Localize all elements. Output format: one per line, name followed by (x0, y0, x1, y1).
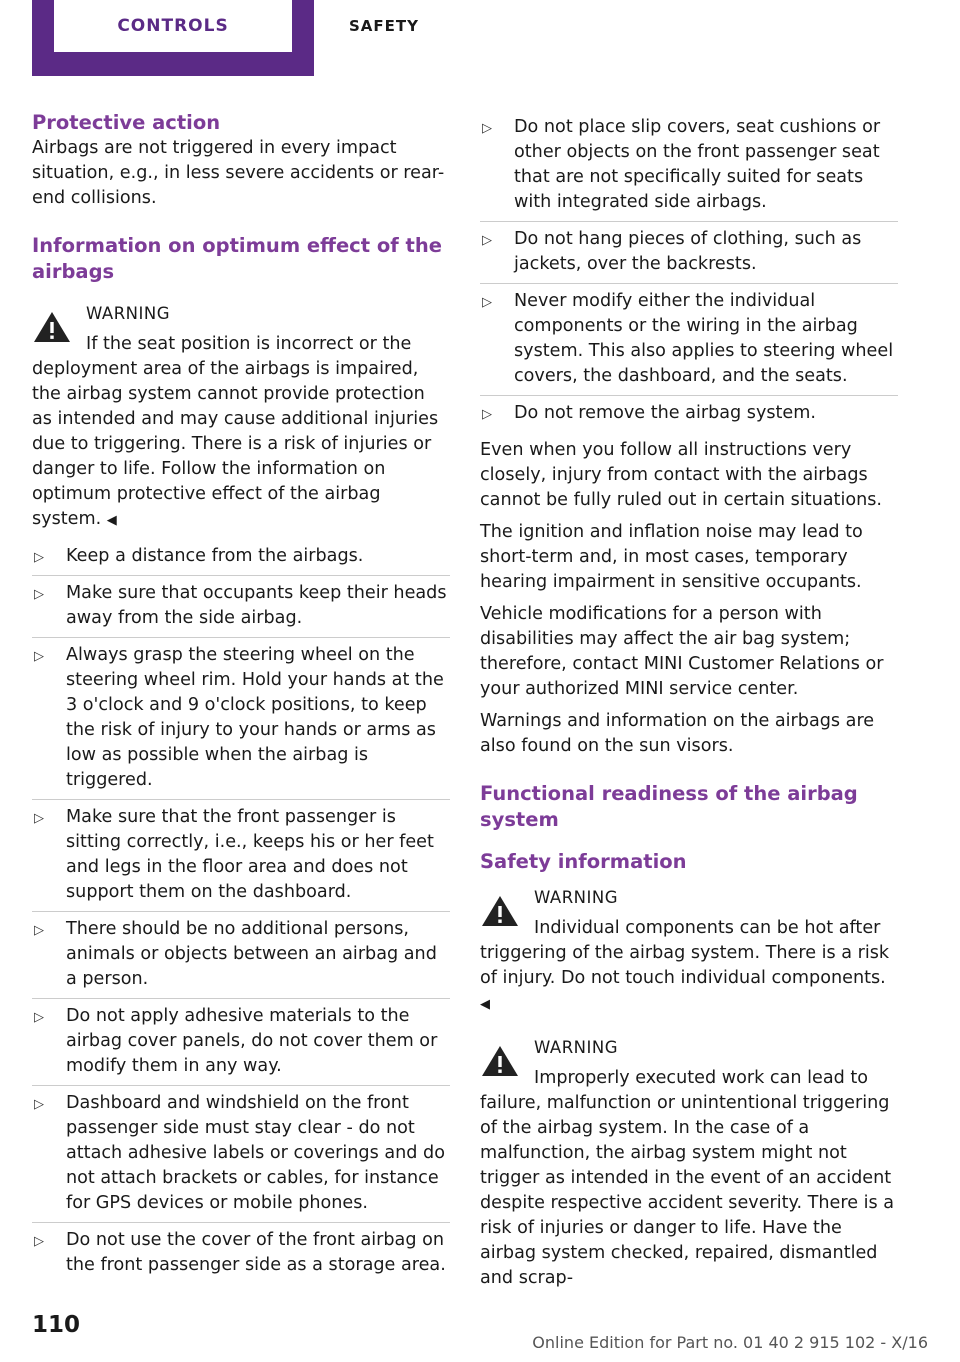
warning-title: WARNING (534, 888, 619, 907)
warning-triangle-icon (480, 1043, 520, 1079)
list-item: ▷ Dashboard and windshield on the front passenger side must stay clear - do not attach adhesive labels or coverings and do not attach brackets or cables, for instance for GPS devices or mobile phones. (32, 1085, 450, 1222)
edition-footer: Online Edition for Part no. 01 40 2 915 102 - X/16 (532, 1333, 928, 1352)
para-follow-instructions: Even when you follow all instructions very closely, injury from contact with the airbags cannot be fully ruled out in certain situations. (480, 440, 883, 510)
bullet-icon: ▷ (34, 811, 44, 826)
tab-controls[interactable] (32, 0, 314, 76)
list-item: ▷ Never modify either the individual components or the wiring in the airbag system. This also applies to steering wheel covers, the dashboard, and the seats. (480, 283, 898, 395)
bullet-icon: ▷ (34, 649, 44, 664)
para-protective-action: Airbags are not triggered in every impact situation, e.g., in less severe accidents or rear-end collisions. (32, 138, 445, 208)
tab-controls-label: CONTROLS (54, 0, 292, 52)
warning-triangle-icon (480, 893, 520, 929)
end-mark-icon: ◀ (480, 997, 490, 1012)
left-column (32, 110, 450, 1290)
bullet-icon: ▷ (482, 233, 492, 248)
bullet-icon: ▷ (482, 295, 492, 310)
list-item: ▷ Do not apply adhesive materials to the airbag cover panels, do not cover them or modify them in any way. (32, 998, 450, 1085)
warning-text: Improperly executed work can lead to failure, malfunction or unintentional triggering of the airbag system. In the case of a malfunction, the airbag system might not trigger as intended in the event of an accident despite respective accident severity. There is a risk of injuries or danger to life. Have the airbag system checked, repaired, dismantled and scrap- (480, 1068, 895, 1288)
heading-airbag-info: Information on optimum effect of the airbags (32, 234, 442, 283)
bullet-icon: ▷ (482, 407, 492, 422)
bullet-icon: ▷ (34, 1010, 44, 1025)
para-sun-visors: Warnings and information on the airbags are also found on the sun visors. (480, 711, 875, 756)
list-item: ▷ Do not use the cover of the front airbag on the front passenger side as a storage area. (32, 1222, 450, 1284)
warning-block-2 (480, 885, 898, 1017)
warning-title: WARNING (534, 1038, 619, 1057)
warning-text: If the seat position is incorrect or the deployment area of the airbags is impaired, the airbag system cannot provide protection as intended and may cause additional injuries due to triggering. There is a risk of injuries or danger to life. Follow the information on optimum protective effect of the airbag system. ◀ (32, 334, 439, 529)
para-ignition-noise: The ignition and inflation noise may lead to short-term and, in most cases, temporary hearing impairment in sensitive occupants. (480, 522, 863, 592)
page-number: 110 (32, 1312, 81, 1338)
heading-functional-readiness: Functional readiness of the airbag system (480, 782, 858, 831)
warning-block-1 (32, 301, 450, 533)
warning-text: Individual components can be hot after triggering of the airbag system. There is a risk of injury. Do not touch individual components. ◀ (480, 918, 890, 1012)
heading-safety-information: Safety information (480, 850, 687, 873)
list-item: ▷ Always grasp the steering wheel on the steering wheel rim. Hold your hands at the 3 o'clock and 9 o'clock positions, to keep the risk of injury to your hands or arms as low as possible when the airbag is triggered. (32, 637, 450, 799)
bullet-icon: ▷ (34, 1234, 44, 1249)
list-item: ▷ Do not hang pieces of clothing, such as jackets, over the backrests. (480, 221, 898, 283)
warning-triangle-icon (32, 309, 72, 345)
warning-title: WARNING (86, 304, 171, 323)
bullet-icon: ▷ (34, 587, 44, 602)
bullet-icon: ▷ (34, 1097, 44, 1112)
bullet-list-left (32, 539, 450, 1284)
list-item: ▷ Make sure that occupants keep their heads away from the side airbag. (32, 575, 450, 637)
bullet-icon: ▷ (34, 923, 44, 938)
warning-block-3 (480, 1035, 898, 1291)
list-item: ▷ Do not remove the airbag system. (480, 395, 898, 432)
end-mark-icon: ◀ (106, 513, 117, 528)
list-item: ▷ Keep a distance from the airbags. (32, 539, 450, 575)
tab-safety[interactable]: SAFETY (349, 17, 419, 35)
list-item: ▷ There should be no additional persons, animals or objects between an airbag and a person. (32, 911, 450, 998)
para-vehicle-modifications: Vehicle modifications for a person with disabilities may affect the air bag system; therefore, contact MINI Customer Relations or your authorized MINI service center. (480, 604, 884, 699)
list-item: ▷ Make sure that the front passenger is sitting correctly, i.e., keeps his or her feet and legs in the floor area and does not support them on the dashboard. (32, 799, 450, 911)
bullet-icon: ▷ (482, 121, 492, 136)
right-column (480, 110, 898, 1297)
bullet-list-right (480, 110, 898, 432)
list-item: ▷ Do not place slip covers, seat cushions or other objects on the front passenger seat that are not specifically suited for seats with integrated side airbags. (482, 117, 881, 212)
heading-protective-action: Protective action (32, 111, 221, 134)
bullet-icon: ▷ (34, 550, 44, 565)
